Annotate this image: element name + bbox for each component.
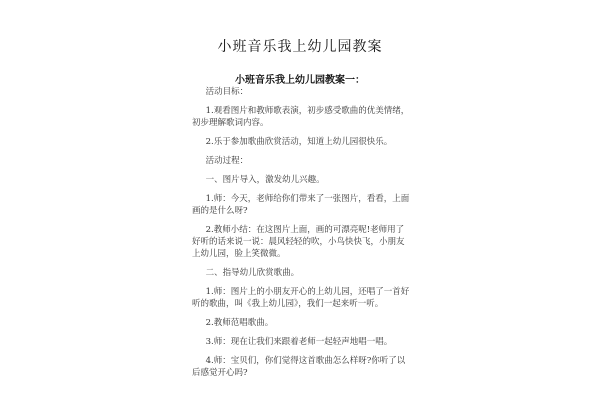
paragraph-step-one: 一、图片导入，激发幼儿兴趣。: [205, 175, 325, 185]
paragraph-step-two-3: 3.师：现在让我们来跟着老师一起轻声地唱一唱。: [205, 337, 393, 347]
section-title: 小班音乐我上幼儿园教案一：: [235, 75, 365, 86]
paragraph-step-two-2: 2.教师范唱歌曲。: [205, 318, 274, 328]
paragraph-goal-2: 2.乐于参加歌曲欣赏活动，知道上幼儿园很快乐。: [205, 137, 393, 147]
paragraph-step-one-2: 2.教师小结：在这图片上面，画的可漂亮呢!老师用了好听的话来说一说：晨风轻轻的吹，小鸟快快飞，小朋友上幼儿园，脸上笑微微。: [192, 225, 405, 259]
paragraph-goals-heading: 活动目标：: [205, 87, 249, 97]
paragraph-step-two-4: 4.师：宝贝们，你们觉得这首歌曲怎么样呀?你听了以后感觉开心吗?: [192, 356, 406, 378]
paragraph-step-one-1: 1.师：今天，老师给你们带来了一张图片，看看，上面画的是什么呀?: [192, 194, 410, 216]
paragraph-process-heading: 活动过程：: [205, 156, 249, 166]
paragraph-goal-1: 1.观看图片和教师歌表演，初步感受歌曲的优美情绪，初步理解歌词内容。: [192, 106, 410, 128]
paragraph-step-two-1: 1.师：图片上的小朋友开心的上幼儿园，还唱了一首好听的歌曲，叫《我上幼儿园》，我们一起来听一听。: [192, 287, 410, 309]
paragraph-step-two: 二、指导幼儿欣赏歌曲。: [205, 268, 300, 278]
document-title: 小班音乐我上幼儿园教案: [217, 39, 383, 55]
document-body: [192, 86, 412, 386]
